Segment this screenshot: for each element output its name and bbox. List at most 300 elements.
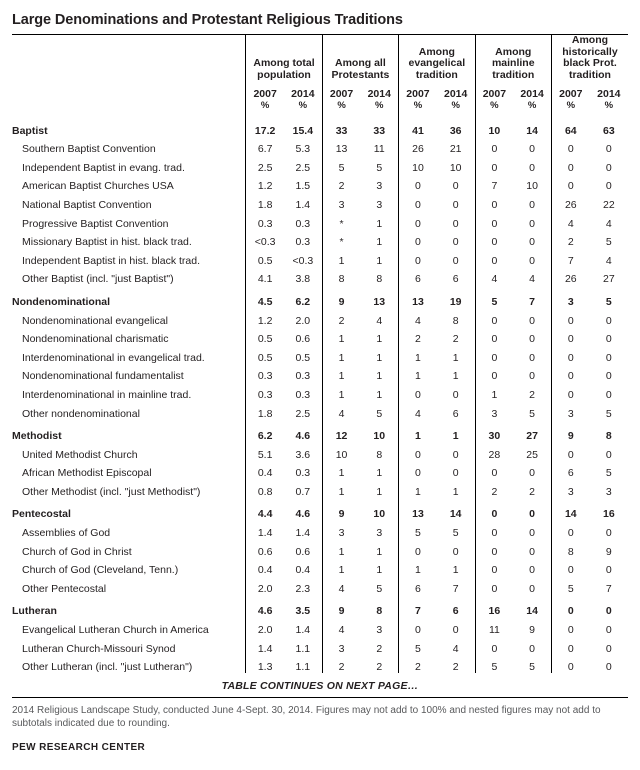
table-row bbox=[12, 382, 628, 401]
data-cell: 1 bbox=[399, 558, 437, 577]
table-head bbox=[12, 35, 628, 114]
data-cell: 4 bbox=[475, 267, 513, 286]
data-cell: 5 bbox=[605, 407, 612, 420]
table-row bbox=[12, 479, 628, 498]
year-total-2014: 2014 bbox=[291, 88, 315, 100]
data-cell: 33 bbox=[373, 124, 386, 137]
row-label: Church of God in Christ bbox=[22, 545, 132, 558]
data-cell: 6 bbox=[452, 273, 459, 286]
data-cell: 6.2 bbox=[246, 420, 284, 443]
data-cell: 0 bbox=[475, 558, 513, 577]
table-row bbox=[12, 442, 628, 461]
data-cell: 5 bbox=[399, 636, 437, 655]
data-cell: 4 bbox=[322, 617, 360, 636]
data-cell: 0 bbox=[605, 642, 612, 655]
data-cell: 0 bbox=[605, 314, 612, 327]
data-cell: 8 bbox=[551, 539, 589, 558]
data-cell: 5 bbox=[376, 161, 383, 174]
data-cell: 2 bbox=[529, 388, 536, 401]
data-cell: 0 bbox=[399, 617, 437, 636]
data-cell: 8 bbox=[376, 273, 383, 286]
data-cell: 0 bbox=[452, 467, 459, 480]
unit-protestants-2007: % bbox=[322, 100, 360, 114]
data-cell: 30 bbox=[475, 420, 513, 443]
data-cell: 5 bbox=[529, 661, 536, 674]
data-cell: 0.3 bbox=[295, 467, 311, 480]
data-cell: 1.1 bbox=[295, 642, 311, 655]
data-cell: 6 bbox=[399, 576, 437, 595]
year-row-spacer bbox=[12, 84, 246, 100]
row-label: Other Methodist (incl. "just Methodist") bbox=[22, 485, 201, 498]
data-cell: 0 bbox=[605, 605, 612, 618]
data-cell: 3 bbox=[322, 520, 360, 539]
row-label: National Baptist Convention bbox=[22, 198, 152, 211]
row-label: Interdenominational in evangelical trad. bbox=[22, 351, 205, 364]
data-cell: 0 bbox=[551, 155, 589, 174]
table-row bbox=[12, 520, 628, 539]
unit-evangelical-2007: % bbox=[399, 100, 437, 114]
group-header-all-protestants: Among all Protestants bbox=[322, 35, 398, 84]
row-label: Baptist bbox=[12, 124, 48, 137]
data-cell: 0.3 bbox=[295, 370, 311, 383]
data-cell: 3.5 bbox=[295, 605, 311, 618]
data-cell: 14 bbox=[526, 605, 538, 618]
data-cell: 1 bbox=[322, 327, 360, 346]
year-mainline-2007: 2007 bbox=[475, 84, 513, 100]
data-cell: 5 bbox=[475, 655, 513, 674]
data-cell: 0.7 bbox=[295, 485, 311, 498]
data-cell: 19 bbox=[449, 295, 462, 308]
row-label: Progressive Baptist Convention bbox=[22, 217, 169, 230]
data-cell: 2 bbox=[551, 230, 589, 249]
data-cell: 0 bbox=[529, 508, 536, 521]
data-cell: 0 bbox=[605, 351, 612, 364]
data-cell: 3 bbox=[475, 401, 513, 420]
data-cell: 0 bbox=[399, 192, 437, 211]
data-cell: 0 bbox=[529, 143, 536, 156]
data-cell: 10 bbox=[322, 442, 360, 461]
data-cell: 22 bbox=[602, 198, 615, 211]
data-cell: 10 bbox=[399, 155, 437, 174]
row-label: United Methodist Church bbox=[22, 448, 138, 461]
year-protestants-2014: 2014 bbox=[367, 88, 391, 100]
table-continues-note: TABLE CONTINUES ON NEXT PAGE… bbox=[221, 680, 419, 693]
data-cell: 21 bbox=[449, 143, 462, 156]
data-cell: 12 bbox=[322, 420, 360, 443]
data-cell: * bbox=[322, 230, 360, 249]
data-cell: 2.3 bbox=[295, 582, 311, 595]
data-cell: 0 bbox=[605, 370, 612, 383]
data-cell: 4 bbox=[605, 254, 612, 267]
data-cell: 0 bbox=[452, 198, 459, 211]
data-cell: 8 bbox=[322, 267, 360, 286]
data-cell: 3 bbox=[551, 479, 589, 498]
data-cell: 0 bbox=[551, 345, 589, 364]
source-note: 2014 Religious Landscape Study, conducted June 4-Sept. 30, 2014. Figures may not add to 100% and nested figures may not add to subtotals indicated due to rounding. bbox=[12, 705, 601, 730]
data-cell: 9 bbox=[529, 624, 536, 637]
data-cell: 5.3 bbox=[295, 143, 311, 156]
data-cell: 0 bbox=[475, 345, 513, 364]
data-cell: 0 bbox=[475, 155, 513, 174]
table-row bbox=[12, 137, 628, 156]
data-cell: 2 bbox=[322, 655, 360, 674]
data-cell: 0 bbox=[605, 624, 612, 637]
unit-protestants-2014: % bbox=[375, 100, 384, 111]
data-cell: 26 bbox=[399, 137, 437, 156]
data-cell: 10 bbox=[373, 430, 386, 443]
data-cell: 6 bbox=[399, 267, 437, 286]
data-cell: 1.1 bbox=[295, 661, 311, 674]
data-cell: 1.4 bbox=[295, 198, 311, 211]
data-cell: 4 bbox=[376, 314, 383, 327]
data-cell: 0 bbox=[551, 558, 589, 577]
data-cell: 41 bbox=[399, 114, 437, 137]
data-cell: 1 bbox=[322, 248, 360, 267]
data-cell: 5 bbox=[475, 285, 513, 308]
organization-footer: PEW RESEARCH CENTER bbox=[12, 742, 146, 754]
data-cell: 5 bbox=[529, 407, 536, 420]
data-cell: 0.3 bbox=[295, 388, 311, 401]
data-cell: 4 bbox=[529, 273, 536, 286]
data-cell: 0 bbox=[605, 564, 612, 577]
data-cell: 0 bbox=[475, 576, 513, 595]
data-cell: 13 bbox=[399, 498, 437, 521]
table-row bbox=[12, 364, 628, 383]
data-cell: 26 bbox=[551, 267, 589, 286]
data-cell: 0 bbox=[475, 248, 513, 267]
data-cell: 9 bbox=[605, 545, 612, 558]
data-cell: 1.4 bbox=[246, 636, 284, 655]
data-cell: 14 bbox=[449, 508, 462, 521]
data-cell: 0 bbox=[399, 539, 437, 558]
table-row bbox=[12, 267, 628, 286]
data-cell: 15.4 bbox=[292, 124, 314, 137]
data-cell: 0 bbox=[475, 327, 513, 346]
data-cell: 1 bbox=[399, 345, 437, 364]
unit-header-row bbox=[12, 100, 628, 114]
data-cell: 5.1 bbox=[246, 442, 284, 461]
data-cell: 1 bbox=[322, 345, 360, 364]
data-cell: 5 bbox=[551, 576, 589, 595]
data-cell: 1 bbox=[452, 430, 459, 443]
data-cell: 3 bbox=[322, 192, 360, 211]
data-cell: 4 bbox=[605, 217, 612, 230]
data-cell: 6.2 bbox=[295, 295, 311, 308]
data-cell: 0.6 bbox=[246, 539, 284, 558]
row-label: Interdenominational in mainline trad. bbox=[22, 388, 192, 401]
data-cell: 0 bbox=[529, 351, 536, 364]
row-label: Lutheran bbox=[12, 605, 57, 618]
data-cell: 0 bbox=[529, 333, 536, 346]
data-cell: 3 bbox=[322, 636, 360, 655]
row-label: Nondenominational bbox=[12, 295, 110, 308]
table-row bbox=[12, 327, 628, 346]
data-cell: 0 bbox=[529, 314, 536, 327]
group-header-historically-black: Among historically black Prot. tradition bbox=[551, 35, 628, 84]
group-header-mainline: Among mainline tradition bbox=[475, 35, 551, 84]
data-cell: 1 bbox=[452, 485, 459, 498]
row-label: Other Baptist (incl. "just Baptist") bbox=[22, 273, 174, 286]
group-header-evangelical: Among evangelical tradition bbox=[399, 35, 475, 84]
data-cell: 0 bbox=[452, 236, 459, 249]
table-row bbox=[12, 345, 628, 364]
data-cell: 1 bbox=[376, 333, 383, 346]
data-cell: 1 bbox=[322, 364, 360, 383]
data-cell: 4 bbox=[452, 642, 459, 655]
data-cell: 0 bbox=[452, 624, 459, 637]
data-cell: 1.4 bbox=[246, 520, 284, 539]
table-row bbox=[12, 114, 628, 137]
data-cell: 1 bbox=[475, 382, 513, 401]
data-cell: 2 bbox=[452, 333, 459, 346]
data-cell: 2 bbox=[399, 327, 437, 346]
data-cell: 0.6 bbox=[295, 333, 311, 346]
data-cell: 14 bbox=[551, 498, 589, 521]
data-cell: 1 bbox=[322, 461, 360, 480]
data-cell: 0.3 bbox=[246, 364, 284, 383]
data-cell: 13 bbox=[399, 285, 437, 308]
data-cell: 0 bbox=[475, 498, 513, 521]
data-cell: 7 bbox=[605, 582, 612, 595]
group-header-row bbox=[12, 35, 628, 84]
unit-total-2014: % bbox=[298, 100, 308, 111]
table-body bbox=[12, 114, 628, 673]
data-cell: 0.3 bbox=[295, 217, 311, 230]
data-cell: 0 bbox=[605, 661, 612, 674]
data-cell: 8 bbox=[376, 448, 383, 461]
data-cell: 10 bbox=[449, 161, 462, 174]
data-cell: 1 bbox=[322, 539, 360, 558]
year-protestants-2007: 2007 bbox=[322, 84, 360, 100]
data-cell: 33 bbox=[322, 114, 360, 137]
data-cell: 5 bbox=[605, 295, 612, 308]
data-cell: 0 bbox=[529, 582, 536, 595]
data-cell: 0 bbox=[475, 308, 513, 327]
data-cell: 64 bbox=[551, 114, 589, 137]
row-label: Nondenominational evangelical bbox=[22, 314, 168, 327]
data-cell: 3 bbox=[376, 624, 383, 637]
data-cell: 0 bbox=[529, 467, 536, 480]
data-cell: 2.0 bbox=[295, 314, 311, 327]
data-cell: 10 bbox=[475, 114, 513, 137]
data-cell: 5 bbox=[399, 520, 437, 539]
data-cell: 0 bbox=[551, 655, 589, 674]
row-label: Other Lutheran (incl. "just Lutheran") bbox=[22, 661, 193, 674]
data-cell: 0 bbox=[529, 370, 536, 383]
data-cell: 1 bbox=[376, 485, 383, 498]
table-row bbox=[12, 655, 628, 674]
table-row bbox=[12, 211, 628, 230]
data-cell: 11 bbox=[475, 617, 513, 636]
data-cell: 11 bbox=[373, 143, 385, 156]
data-cell: 14 bbox=[526, 124, 538, 137]
data-cell: 0.5 bbox=[246, 345, 284, 364]
data-cell: 0 bbox=[551, 636, 589, 655]
data-cell: 0 bbox=[605, 333, 612, 346]
data-cell: 2.0 bbox=[246, 576, 284, 595]
data-cell: 1.2 bbox=[246, 308, 284, 327]
row-label: American Baptist Churches USA bbox=[22, 180, 174, 193]
data-cell: 5 bbox=[452, 527, 459, 540]
data-cell: 0 bbox=[399, 461, 437, 480]
data-cell: 1 bbox=[399, 364, 437, 383]
page-title: Large Denominations and Protestant Religious Traditions bbox=[12, 12, 403, 28]
data-cell: 2 bbox=[399, 655, 437, 674]
data-cell: 0 bbox=[551, 364, 589, 383]
data-cell: * bbox=[322, 211, 360, 230]
table-row bbox=[12, 461, 628, 480]
data-cell: 2 bbox=[452, 661, 459, 674]
row-label: Independent Baptist in hist. black trad. bbox=[22, 254, 201, 267]
data-cell: 1 bbox=[376, 217, 383, 230]
data-cell: 0.5 bbox=[295, 351, 311, 364]
data-cell: 4 bbox=[322, 401, 360, 420]
data-cell: 0 bbox=[605, 388, 612, 401]
data-cell: 0 bbox=[529, 236, 536, 249]
data-cell: 0 bbox=[551, 520, 589, 539]
data-cell: 7 bbox=[551, 248, 589, 267]
year-evangelical-2014: 2014 bbox=[444, 88, 468, 100]
group-header-total-population: Among total population bbox=[246, 35, 322, 84]
data-cell: 0 bbox=[551, 137, 589, 156]
data-cell: 1 bbox=[376, 467, 383, 480]
data-cell: 0 bbox=[605, 180, 612, 193]
unit-black-2014: % bbox=[604, 100, 614, 111]
data-cell: 0 bbox=[605, 448, 612, 461]
data-cell: 0 bbox=[475, 539, 513, 558]
data-cell: 27 bbox=[602, 273, 615, 286]
data-cell: 0 bbox=[605, 527, 612, 540]
data-cell: 5 bbox=[376, 582, 383, 595]
data-cell: 7 bbox=[529, 295, 536, 308]
data-cell: 2 bbox=[376, 661, 383, 674]
data-cell: 1.3 bbox=[246, 655, 284, 674]
label-column-header bbox=[12, 35, 246, 84]
data-cell: 2 bbox=[376, 642, 383, 655]
row-label: Church of God (Cleveland, Tenn.) bbox=[22, 564, 179, 577]
data-cell: 0 bbox=[475, 137, 513, 156]
data-cell: 0.3 bbox=[295, 236, 311, 249]
data-cell: 0 bbox=[529, 217, 536, 230]
data-cell: 2.5 bbox=[246, 155, 284, 174]
data-cell: 1 bbox=[376, 370, 383, 383]
table-row bbox=[12, 595, 628, 618]
data-cell: 0 bbox=[452, 388, 459, 401]
table-row bbox=[12, 636, 628, 655]
table-row bbox=[12, 230, 628, 249]
data-cell: 9 bbox=[322, 285, 360, 308]
data-cell: 1.2 bbox=[246, 174, 284, 193]
data-cell: 0 bbox=[399, 174, 437, 193]
data-cell: 1.8 bbox=[246, 401, 284, 420]
year-black-2007: 2007 bbox=[551, 84, 589, 100]
data-cell: 2 bbox=[529, 485, 536, 498]
data-cell: 2 bbox=[322, 308, 360, 327]
table-row bbox=[12, 285, 628, 308]
data-cell: 5 bbox=[376, 407, 383, 420]
data-cell: 10 bbox=[373, 508, 386, 521]
data-cell: 36 bbox=[449, 124, 462, 137]
data-cell: 63 bbox=[602, 124, 615, 137]
data-cell: 0.3 bbox=[246, 211, 284, 230]
data-cell: 1.5 bbox=[295, 180, 311, 193]
footer-divider bbox=[12, 697, 628, 698]
data-cell: 2.5 bbox=[295, 161, 311, 174]
row-label: Missionary Baptist in hist. black trad. bbox=[22, 236, 192, 249]
data-cell: 0 bbox=[529, 527, 536, 540]
data-cell: 3 bbox=[551, 285, 589, 308]
table-row bbox=[12, 401, 628, 420]
table-row bbox=[12, 248, 628, 267]
data-cell: 0 bbox=[551, 382, 589, 401]
year-header-row bbox=[12, 84, 628, 100]
row-label: African Methodist Episcopal bbox=[22, 467, 152, 480]
data-cell: <0.3 bbox=[292, 254, 314, 267]
data-cell: 13 bbox=[322, 137, 360, 156]
data-cell: 3 bbox=[376, 527, 383, 540]
year-evangelical-2007: 2007 bbox=[399, 84, 437, 100]
data-cell: 0 bbox=[452, 545, 459, 558]
row-label: Methodist bbox=[12, 430, 62, 443]
data-cell: 0 bbox=[452, 217, 459, 230]
data-cell: 1 bbox=[376, 564, 383, 577]
data-cell: 0 bbox=[475, 520, 513, 539]
data-cell: 0 bbox=[529, 198, 536, 211]
data-cell: 0 bbox=[475, 230, 513, 249]
data-cell: 0 bbox=[605, 161, 612, 174]
data-cell: 0 bbox=[452, 180, 459, 193]
data-cell: 0 bbox=[551, 442, 589, 461]
data-cell: 3 bbox=[376, 180, 383, 193]
row-label: Southern Baptist Convention bbox=[22, 143, 156, 156]
data-cell: 0 bbox=[399, 248, 437, 267]
data-cell: 4 bbox=[399, 308, 437, 327]
data-cell: 27 bbox=[526, 430, 538, 443]
data-cell: 0 bbox=[529, 161, 536, 174]
unit-total-2007: % bbox=[246, 100, 284, 114]
year-total-2007: 2007 bbox=[246, 84, 284, 100]
data-cell: 3.6 bbox=[295, 448, 311, 461]
data-cell: 0 bbox=[551, 617, 589, 636]
data-cell: 9 bbox=[322, 498, 360, 521]
data-cell: 6.7 bbox=[246, 137, 284, 156]
data-cell: 0 bbox=[551, 308, 589, 327]
data-cell: 1 bbox=[322, 558, 360, 577]
data-cell: 4 bbox=[322, 576, 360, 595]
data-cell: 0 bbox=[551, 327, 589, 346]
data-cell: 3 bbox=[551, 401, 589, 420]
data-cell: 0 bbox=[399, 230, 437, 249]
data-cell: 5 bbox=[605, 236, 612, 249]
data-cell: 0.6 bbox=[295, 545, 311, 558]
data-cell: 0.4 bbox=[295, 564, 311, 577]
data-cell: 0 bbox=[529, 545, 536, 558]
data-cell: 3.8 bbox=[295, 273, 311, 286]
data-cell: 0 bbox=[475, 364, 513, 383]
data-cell: 0 bbox=[551, 595, 589, 618]
data-cell: 6 bbox=[452, 407, 459, 420]
row-label: Lutheran Church-Missouri Synod bbox=[22, 642, 176, 655]
data-cell: 0.3 bbox=[246, 382, 284, 401]
unit-evangelical-2014: % bbox=[451, 100, 460, 111]
year-black-2014: 2014 bbox=[597, 88, 621, 100]
data-cell: 16 bbox=[602, 508, 615, 521]
data-cell: 7 bbox=[399, 595, 437, 618]
data-cell: 1 bbox=[376, 351, 383, 364]
data-cell: 0 bbox=[529, 642, 536, 655]
table-row bbox=[12, 155, 628, 174]
data-cell: 3 bbox=[376, 198, 383, 211]
